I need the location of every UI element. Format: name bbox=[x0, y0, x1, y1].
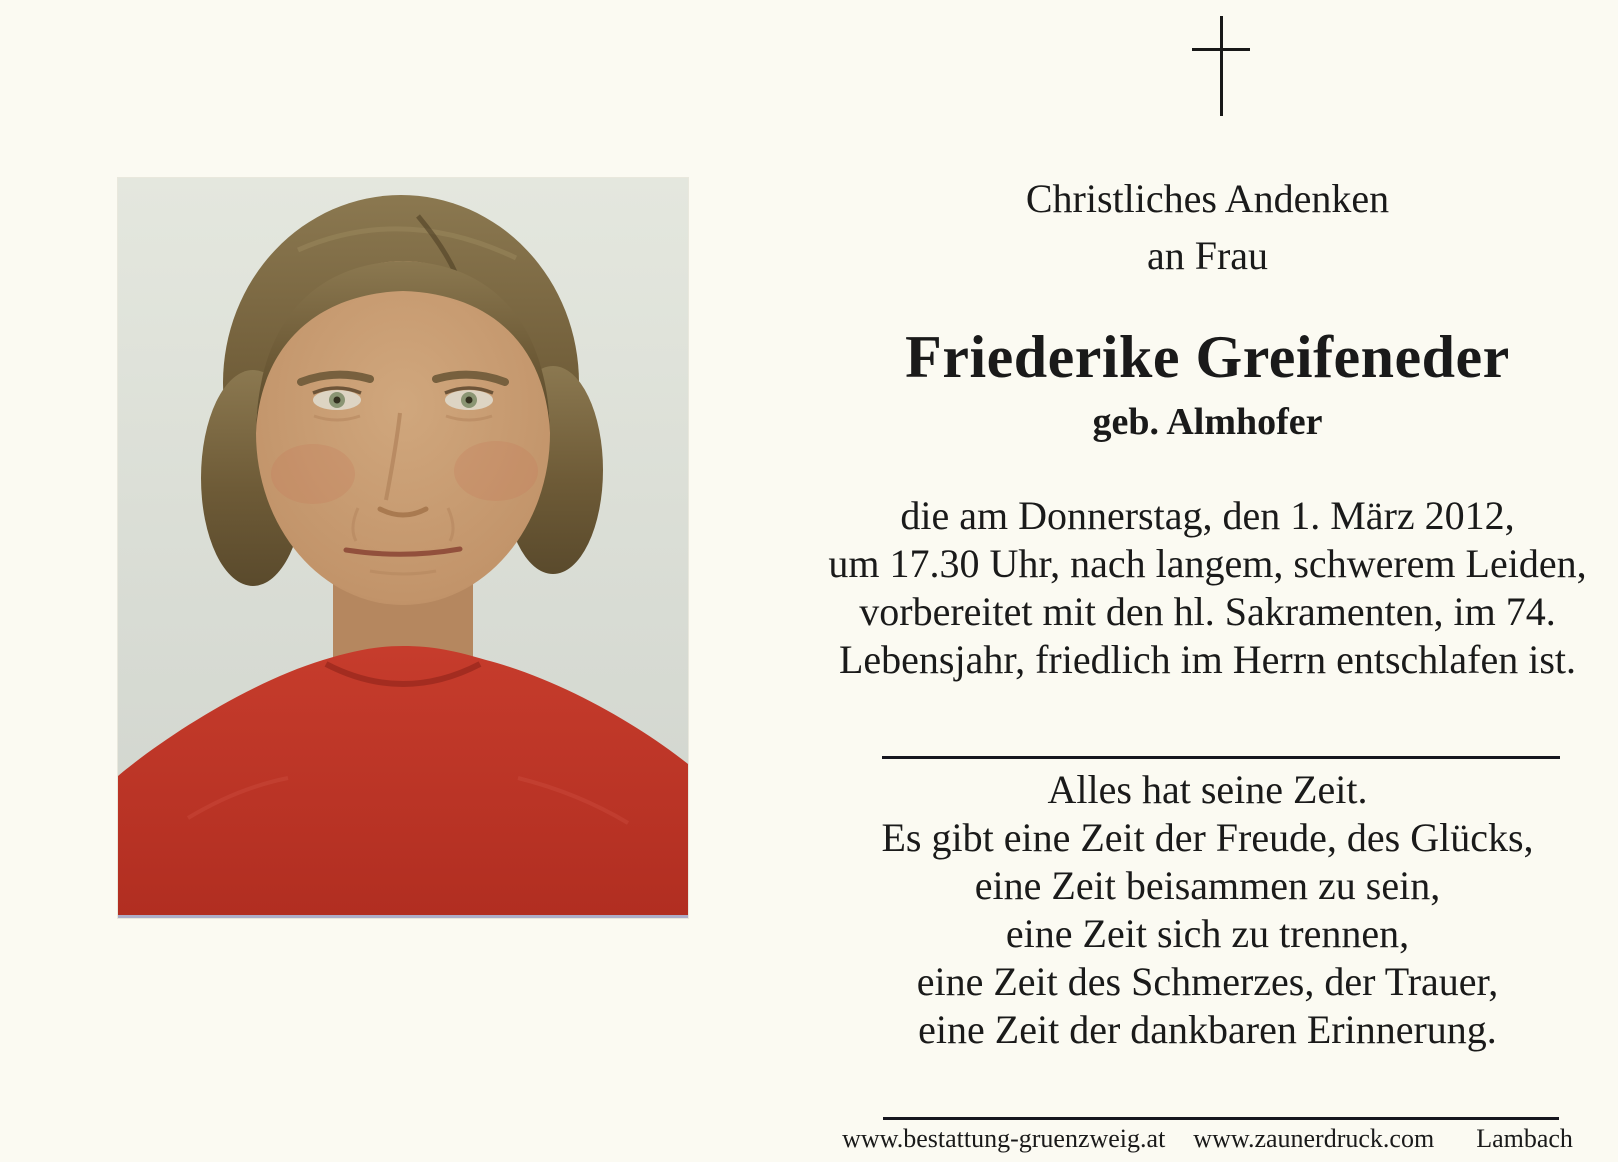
footer-url-zaunerdruck: www.zaunerdruck.com bbox=[1193, 1124, 1435, 1153]
card-kicker bbox=[800, 170, 1615, 284]
poem-line: Es gibt eine Zeit der Freude, des Glücks, bbox=[881, 815, 1534, 860]
obituary-text bbox=[800, 492, 1615, 684]
poem-text bbox=[800, 766, 1615, 1054]
footer-place: Lambach bbox=[1476, 1124, 1573, 1153]
maiden-name: geb. Almhofer bbox=[1092, 401, 1323, 443]
poem-line: eine Zeit sich zu trennen, bbox=[1005, 911, 1410, 956]
kicker-line-2: an Frau bbox=[1146, 233, 1269, 278]
obituary-line: vorbereitet mit den hl. Sakramenten, im 74. bbox=[859, 589, 1556, 634]
divider-top bbox=[882, 756, 1560, 759]
deceased-name: Friederike Greifeneder bbox=[905, 324, 1510, 390]
poem-line: eine Zeit des Schmerzes, der Trauer, bbox=[916, 959, 1499, 1004]
obituary-line: die am Donnerstag, den 1. März 2012, bbox=[900, 493, 1515, 538]
footer-url-bestattung: www.bestattung-gruenzweig.at bbox=[842, 1124, 1166, 1153]
obituary-line: um 17.30 Uhr, nach langem, schwerem Leiden, bbox=[828, 541, 1587, 586]
obituary-line: Lebensjahr, friedlich im Herrn entschlafen ist. bbox=[838, 637, 1576, 682]
kicker-line-1: Christliches Andenken bbox=[1025, 176, 1390, 221]
portrait-illustration bbox=[118, 178, 688, 915]
card-text-column bbox=[800, 0, 1615, 1162]
poem-line: Alles hat seine Zeit. bbox=[1047, 767, 1368, 812]
portrait-photo bbox=[118, 178, 688, 918]
cross-icon bbox=[800, 16, 1615, 118]
poem-line: eine Zeit beisammen zu sein, bbox=[974, 863, 1441, 908]
divider-bottom bbox=[883, 1117, 1559, 1120]
card-footer bbox=[800, 1124, 1615, 1154]
poem-line: eine Zeit der dankbaren Erinnerung. bbox=[918, 1007, 1497, 1052]
